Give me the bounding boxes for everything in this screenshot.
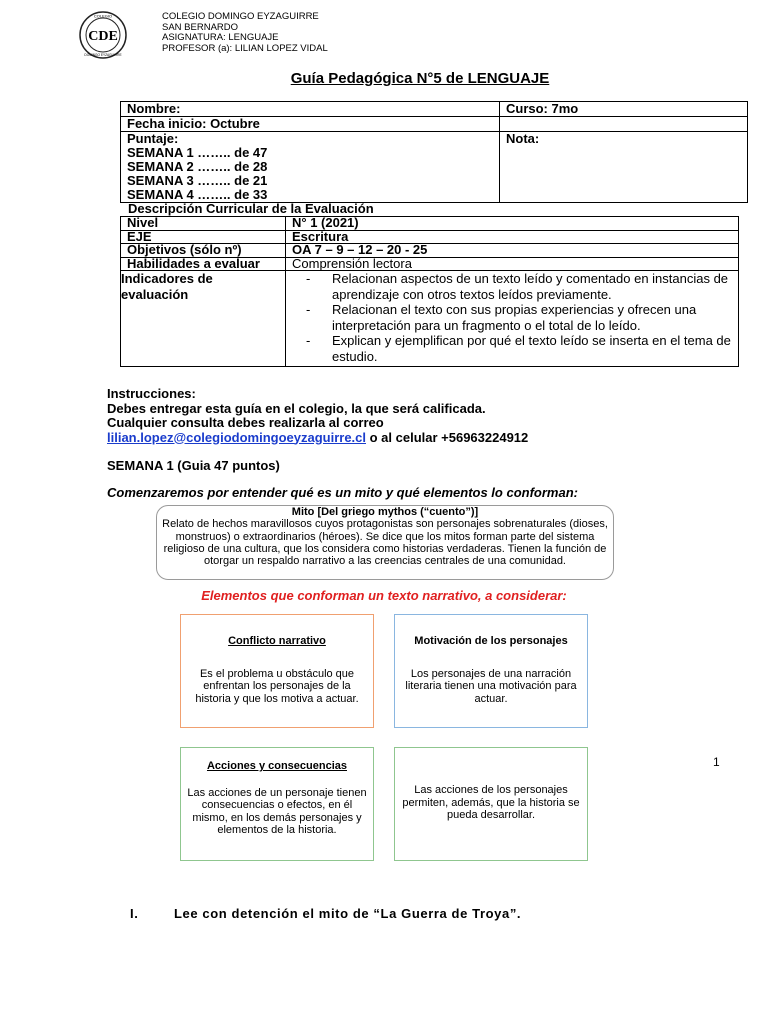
indicators-cell xyxy=(286,271,739,367)
row-value: N° 1 (2021) xyxy=(286,217,739,231)
elements-title: Elementos que conforman un texto narrativo, a considerar: xyxy=(201,588,567,603)
instructions-line-2: Cualquier consulta debes realizarla al correo xyxy=(107,415,384,430)
indicators-list xyxy=(290,271,734,364)
item-number: I. xyxy=(130,906,139,921)
card-development xyxy=(394,747,588,861)
card-body: Las acciones de un personaje tienen consecuencias o efectos, en él mismo, en los demás personajes y elementos de la historia. xyxy=(187,786,367,836)
contact-line xyxy=(107,431,528,446)
week-heading: SEMANA 1 (Guia 47 puntos) xyxy=(107,458,280,473)
school-name: COLEGIO DOMINGO EYZAGUIRRE xyxy=(162,11,319,22)
card-title: Conflicto narrativo xyxy=(228,635,326,647)
school-city: SAN BERNARDO xyxy=(162,21,239,33)
page-number: 1 xyxy=(713,755,720,769)
table-row xyxy=(121,244,739,258)
item-text: Lee con detención el mito de “La Guerra de Troya”. xyxy=(174,906,522,921)
table-row xyxy=(121,271,739,367)
phone-text: o al celular +56963224912 xyxy=(366,429,529,445)
teacher-line: PROFESOR (a): LILIAN LOPEZ VIDAL xyxy=(162,42,328,54)
row-value: OA 7 – 9 – 12 – 20 - 25 xyxy=(286,244,739,258)
card-title: Motivación de los personajes xyxy=(414,635,568,647)
card-body: Es el problema u obstáculo que enfrentan los personajes de la historia y que los motiva a actuar. xyxy=(195,667,359,705)
intro-text: Comenzaremos por entender qué es un mito y qué elementos lo conforman: xyxy=(107,485,578,500)
card-motivation xyxy=(394,614,588,728)
indicators-label: Indicadores de evaluación xyxy=(121,271,286,367)
row-value: Escritura xyxy=(286,230,739,244)
row-label: Habilidades a evaluar xyxy=(121,257,286,271)
score-label: Puntaje: xyxy=(127,131,179,146)
page-title: Guía Pedagógica N°5 de LENGUAJE xyxy=(290,70,550,87)
list-item: - Explican y ejemplifican por qué el texto leído se inserta en el tema de estudio. xyxy=(306,333,734,364)
course-field: Curso: 7mo xyxy=(500,102,748,117)
reading-instruction xyxy=(130,906,521,921)
school-header xyxy=(162,12,328,54)
card-conflict xyxy=(180,614,374,728)
grade-field[interactable]: Nota: xyxy=(500,132,748,203)
card-actions xyxy=(180,747,374,861)
list-item: - Relacionan el texto con sus propias experiencias y ofrecen una interpretación para un fragmento o el total de lo leído. xyxy=(306,302,734,333)
myth-body: Relato de hechos maravillosos cuyos protagonistas son personajes sobrenaturales (dioses, monstruos) o extraordinarios (héroes). Se dice que los mitos forman parte del sistema religioso de una cultura, que los considera como historias verdaderas. Tienen la función de otorgar un respaldo narrativo a las creencias centrales de una comunidad. xyxy=(162,518,608,568)
list-item: - Relacionan aspectos de un texto leído y comentado en instancias de aprendizaje con otros textos leídos previamente. xyxy=(306,271,734,302)
svg-text:COLEGIO: COLEGIO xyxy=(93,13,113,19)
row-label: EJE xyxy=(121,230,286,244)
card-body: Las acciones de los personajes permiten, además, que la historia se pueda desarrollar. xyxy=(402,784,580,821)
svg-text:DOMINGO EYZAGUIRRE: DOMINGO EYZAGUIRRE xyxy=(84,53,122,57)
instructions xyxy=(107,387,528,445)
table-row xyxy=(121,217,739,231)
row-value: Comprensión lectora xyxy=(286,257,739,271)
svg-text:CDE: CDE xyxy=(88,29,118,44)
score-week-3: SEMANA 3 …….. de 21 xyxy=(127,173,268,188)
instructions-heading: Instrucciones: xyxy=(107,386,196,401)
score-week-4: SEMANA 4 …….. de 33 xyxy=(127,187,268,202)
score-week-1: SEMANA 1 …….. de 47 xyxy=(127,145,268,160)
row-label: Objetivos (sólo nº) xyxy=(121,244,286,258)
student-info-table xyxy=(120,101,748,203)
school-logo xyxy=(78,10,128,60)
myth-title: Mito [Del griego mythos (“cuento”)] xyxy=(291,506,479,518)
curricular-table xyxy=(120,216,739,367)
card-title: Acciones y consecuencias xyxy=(206,760,347,772)
score-cell xyxy=(121,132,500,203)
start-date-field: Fecha inicio: Octubre xyxy=(121,117,500,132)
curricular-title: Descripción Curricular de la Evaluación xyxy=(128,201,374,216)
instructions-line-1: Debes entregar esta guía en el colegio, la que será calificada. xyxy=(107,400,486,416)
score-week-2: SEMANA 2 …….. de 28 xyxy=(127,159,268,174)
name-field[interactable]: Nombre: xyxy=(121,102,500,117)
card-body: Los personajes de una narración literaria tienen una motivación para actuar. xyxy=(405,667,577,705)
subject-line: ASIGNATURA: LENGUAJE xyxy=(162,32,279,43)
myth-definition-box xyxy=(156,505,614,580)
email-link[interactable]: lilian.lopez@colegiodomingoeyzaguirre.cl xyxy=(107,429,366,445)
empty-cell xyxy=(500,117,748,132)
row-label: Nivel xyxy=(121,217,286,231)
table-row xyxy=(121,257,739,271)
